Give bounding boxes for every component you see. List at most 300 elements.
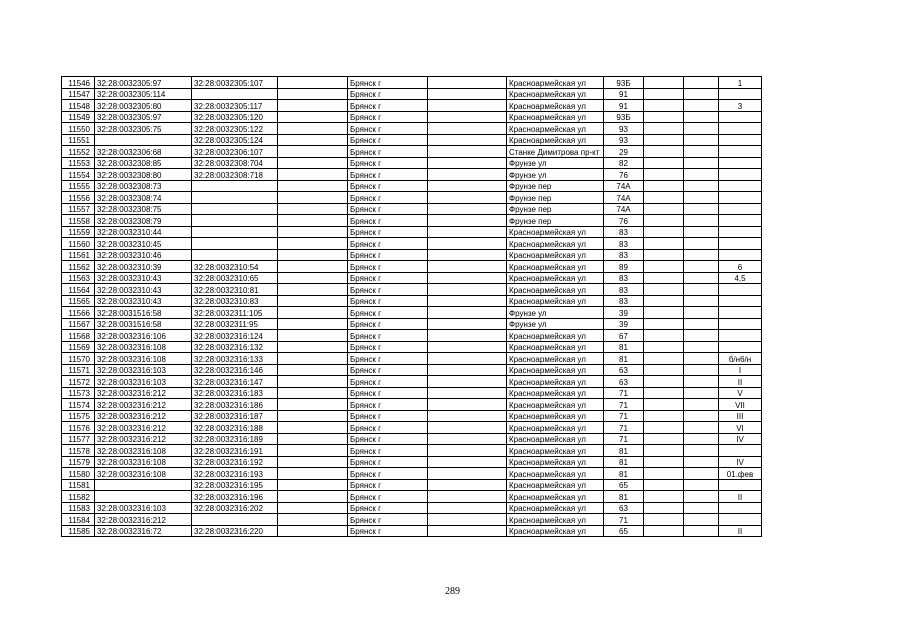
empty-col-3-cell (644, 514, 684, 526)
empty-col-2-cell (428, 146, 507, 158)
empty-col-2-cell (428, 456, 507, 468)
empty-col-1-cell (278, 422, 348, 434)
row-number-cell: 11572 (62, 376, 95, 388)
empty-col-1-cell (278, 169, 348, 181)
empty-col-4-cell (684, 192, 719, 204)
cadastral-number-cell: 32:28:0032310:45 (95, 238, 192, 250)
table-row (62, 456, 762, 468)
empty-col-3-cell (644, 330, 684, 342)
row-number-cell: 11561 (62, 249, 95, 261)
empty-col-4-cell (684, 491, 719, 503)
empty-col-1-cell (278, 272, 348, 284)
row-number-cell: 11569 (62, 341, 95, 353)
street-cell: Красноармейская ул (507, 445, 604, 457)
empty-col-2-cell (428, 399, 507, 411)
object-cadastral-number-cell: 32:28:0032305:124 (192, 134, 278, 146)
empty-col-2-cell (428, 376, 507, 388)
flat-number-cell: 3 (719, 100, 762, 112)
empty-col-4-cell (684, 238, 719, 250)
cadastral-number-cell: 32:28:0032316:108 (95, 456, 192, 468)
cadastral-number-cell: 32:28:0032316:212 (95, 410, 192, 422)
empty-col-1-cell (278, 376, 348, 388)
object-cadastral-number-cell: 32:28:0032316:220 (192, 525, 278, 537)
flat-number-cell (719, 284, 762, 296)
empty-col-1-cell (278, 238, 348, 250)
house-number-cell: 83 (604, 249, 644, 261)
street-cell: Красноармейская ул (507, 364, 604, 376)
house-number-cell: 63 (604, 364, 644, 376)
empty-col-4-cell (684, 525, 719, 537)
table-row (62, 318, 762, 330)
object-cadastral-number-cell: 32:28:0032308:718 (192, 169, 278, 181)
flat-number-cell (719, 249, 762, 261)
empty-col-2-cell (428, 410, 507, 422)
cadastral-number-cell: 32:28:0032310:39 (95, 261, 192, 273)
empty-col-1-cell (278, 468, 348, 480)
flat-number-cell: I (719, 364, 762, 376)
street-cell: Красноармейская ул (507, 272, 604, 284)
empty-col-3-cell (644, 307, 684, 319)
house-number-cell: 81 (604, 341, 644, 353)
flat-number-cell (719, 146, 762, 158)
table-row (62, 203, 762, 215)
flat-number-cell: V (719, 387, 762, 399)
row-number-cell: 11558 (62, 215, 95, 227)
object-cadastral-number-cell: 32:28:0032316:202 (192, 502, 278, 514)
empty-col-1-cell (278, 502, 348, 514)
street-cell: Станке Димитрова пр-кт (507, 146, 604, 158)
row-number-cell: 11580 (62, 468, 95, 480)
empty-col-3-cell (644, 134, 684, 146)
flat-number-cell (719, 169, 762, 181)
street-cell: Красноармейская ул (507, 353, 604, 365)
row-number-cell: 11578 (62, 445, 95, 457)
empty-col-1-cell (278, 146, 348, 158)
flat-number-cell (719, 134, 762, 146)
empty-col-3-cell (644, 226, 684, 238)
flat-number-cell (719, 215, 762, 227)
row-number-cell: 11570 (62, 353, 95, 365)
empty-col-4-cell (684, 261, 719, 273)
empty-col-2-cell (428, 180, 507, 192)
flat-number-cell: 4,5 (719, 272, 762, 284)
table-row (62, 410, 762, 422)
flat-number-cell (719, 157, 762, 169)
city-cell: Брянск г (348, 284, 428, 296)
flat-number-cell: II (719, 376, 762, 388)
object-cadastral-number-cell: 32:28:0032310:81 (192, 284, 278, 296)
cadastral-number-cell: 32:28:0032316:212 (95, 514, 192, 526)
empty-col-2-cell (428, 479, 507, 491)
table-row (62, 502, 762, 514)
empty-col-4-cell (684, 77, 719, 89)
city-cell: Брянск г (348, 295, 428, 307)
flat-number-cell (719, 307, 762, 319)
empty-col-1-cell (278, 295, 348, 307)
street-cell: Красноармейская ул (507, 491, 604, 503)
object-cadastral-number-cell (192, 514, 278, 526)
empty-col-1-cell (278, 479, 348, 491)
row-number-cell: 11574 (62, 399, 95, 411)
cadastral-number-cell: 32:28:0032316:212 (95, 433, 192, 445)
house-number-cell: 71 (604, 433, 644, 445)
row-number-cell: 11577 (62, 433, 95, 445)
page-number: 289 (445, 586, 460, 597)
flat-number-cell: IV (719, 433, 762, 445)
row-number-cell: 11557 (62, 203, 95, 215)
empty-col-4-cell (684, 134, 719, 146)
table-row (62, 77, 762, 89)
house-number-cell: 76 (604, 215, 644, 227)
empty-col-3-cell (644, 479, 684, 491)
empty-col-1-cell (278, 341, 348, 353)
empty-col-1-cell (278, 77, 348, 89)
table-row (62, 514, 762, 526)
street-cell: Красноармейская ул (507, 249, 604, 261)
flat-number-cell (719, 318, 762, 330)
house-number-cell: 71 (604, 387, 644, 399)
object-cadastral-number-cell: 32:28:0032311:95 (192, 318, 278, 330)
empty-col-3-cell (644, 399, 684, 411)
table-row (62, 272, 762, 284)
empty-col-3-cell (644, 203, 684, 215)
street-cell: Красноармейская ул (507, 284, 604, 296)
empty-col-4-cell (684, 387, 719, 399)
flat-number-cell: 01.фев (719, 468, 762, 480)
city-cell: Брянск г (348, 468, 428, 480)
empty-col-3-cell (644, 215, 684, 227)
flat-number-cell (719, 203, 762, 215)
object-cadastral-number-cell (192, 203, 278, 215)
empty-col-3-cell (644, 445, 684, 457)
city-cell: Брянск г (348, 77, 428, 89)
table-row (62, 433, 762, 445)
empty-col-2-cell (428, 261, 507, 273)
house-number-cell: 63 (604, 502, 644, 514)
empty-col-3-cell (644, 525, 684, 537)
empty-col-3-cell (644, 318, 684, 330)
object-cadastral-number-cell: 32:28:0032305:120 (192, 111, 278, 123)
city-cell: Брянск г (348, 180, 428, 192)
object-cadastral-number-cell: 32:28:0032305:117 (192, 100, 278, 112)
cadastral-number-cell: 32:28:0032305:75 (95, 123, 192, 135)
empty-col-1-cell (278, 249, 348, 261)
flat-number-cell: 6 (719, 261, 762, 273)
cadastral-number-cell: 32:28:0032308:85 (95, 157, 192, 169)
empty-col-3-cell (644, 88, 684, 100)
object-cadastral-number-cell: 32:28:0032305:107 (192, 77, 278, 89)
empty-col-4-cell (684, 215, 719, 227)
street-cell: Красноармейская ул (507, 410, 604, 422)
street-cell: Красноармейская ул (507, 399, 604, 411)
row-number-cell: 11556 (62, 192, 95, 204)
row-number-cell: 11579 (62, 456, 95, 468)
row-number-cell: 11564 (62, 284, 95, 296)
city-cell: Брянск г (348, 123, 428, 135)
table-row (62, 146, 762, 158)
cadastral-number-cell: 32:28:0032308:73 (95, 180, 192, 192)
cadastral-number-cell: 32:28:0031516:58 (95, 307, 192, 319)
house-number-cell: 71 (604, 514, 644, 526)
street-cell: Фрунзе ул (507, 169, 604, 181)
row-number-cell: 11565 (62, 295, 95, 307)
table-row (62, 226, 762, 238)
house-number-cell: 81 (604, 353, 644, 365)
city-cell: Брянск г (348, 100, 428, 112)
empty-col-4-cell (684, 399, 719, 411)
city-cell: Брянск г (348, 169, 428, 181)
city-cell: Брянск г (348, 318, 428, 330)
row-number-cell: 11560 (62, 238, 95, 250)
object-cadastral-number-cell: 32:28:0032310:65 (192, 272, 278, 284)
cadastral-number-cell: 32:28:0032308:80 (95, 169, 192, 181)
empty-col-4-cell (684, 514, 719, 526)
house-number-cell: 71 (604, 410, 644, 422)
row-number-cell: 11585 (62, 525, 95, 537)
house-number-cell: 93 (604, 123, 644, 135)
cadastral-number-cell: 32:28:0032308:74 (95, 192, 192, 204)
city-cell: Брянск г (348, 433, 428, 445)
table-row (62, 399, 762, 411)
row-number-cell: 11582 (62, 491, 95, 503)
empty-col-4-cell (684, 468, 719, 480)
cadastral-number-cell: 32:28:0032310:46 (95, 249, 192, 261)
table-row (62, 387, 762, 399)
street-cell: Красноармейская ул (507, 387, 604, 399)
city-cell: Брянск г (348, 88, 428, 100)
city-cell: Брянск г (348, 238, 428, 250)
empty-col-1-cell (278, 203, 348, 215)
empty-col-3-cell (644, 77, 684, 89)
street-cell: Красноармейская ул (507, 295, 604, 307)
house-number-cell: 83 (604, 272, 644, 284)
table-row (62, 238, 762, 250)
cadastral-number-cell: 32:28:0032316:106 (95, 330, 192, 342)
empty-col-2-cell (428, 226, 507, 238)
table-row (62, 353, 762, 365)
cadastral-number-cell: 32:28:0032316:72 (95, 525, 192, 537)
street-cell: Красноармейская ул (507, 77, 604, 89)
empty-col-1-cell (278, 88, 348, 100)
flat-number-cell (719, 192, 762, 204)
empty-col-3-cell (644, 364, 684, 376)
empty-col-3-cell (644, 284, 684, 296)
empty-col-3-cell (644, 157, 684, 169)
empty-col-2-cell (428, 192, 507, 204)
house-number-cell: 89 (604, 261, 644, 273)
city-cell: Брянск г (348, 134, 428, 146)
cadastral-number-cell: 32:28:0032308:75 (95, 203, 192, 215)
row-number-cell: 11573 (62, 387, 95, 399)
flat-number-cell (719, 445, 762, 457)
street-cell: Красноармейская ул (507, 376, 604, 388)
object-cadastral-number-cell (192, 180, 278, 192)
object-cadastral-number-cell: 32:28:0032316:124 (192, 330, 278, 342)
house-number-cell: 83 (604, 226, 644, 238)
table-row (62, 134, 762, 146)
city-cell: Брянск г (348, 456, 428, 468)
house-number-cell: 83 (604, 295, 644, 307)
city-cell: Брянск г (348, 226, 428, 238)
house-number-cell: 81 (604, 468, 644, 480)
empty-col-4-cell (684, 157, 719, 169)
empty-col-3-cell (644, 169, 684, 181)
empty-col-3-cell (644, 433, 684, 445)
flat-number-cell: 1 (719, 77, 762, 89)
house-number-cell: 82 (604, 157, 644, 169)
city-cell: Брянск г (348, 215, 428, 227)
house-number-cell: 74А (604, 192, 644, 204)
flat-number-cell (719, 341, 762, 353)
house-number-cell: 93Б (604, 111, 644, 123)
house-number-cell: 93 (604, 134, 644, 146)
empty-col-3-cell (644, 422, 684, 434)
object-cadastral-number-cell: 32:28:0032308:704 (192, 157, 278, 169)
cadastral-number-cell: 32:28:0032310:44 (95, 226, 192, 238)
cadastral-number-cell: 32:28:0032316:108 (95, 353, 192, 365)
city-cell: Брянск г (348, 479, 428, 491)
city-cell: Брянск г (348, 364, 428, 376)
cadastral-number-cell (95, 479, 192, 491)
street-cell: Фрунзе ул (507, 307, 604, 319)
empty-col-2-cell (428, 169, 507, 181)
empty-col-1-cell (278, 134, 348, 146)
flat-number-cell (719, 180, 762, 192)
street-cell: Красноармейская ул (507, 226, 604, 238)
table-row (62, 468, 762, 480)
street-cell: Красноармейская ул (507, 422, 604, 434)
empty-col-4-cell (684, 111, 719, 123)
empty-col-2-cell (428, 249, 507, 261)
empty-col-4-cell (684, 376, 719, 388)
row-number-cell: 11563 (62, 272, 95, 284)
empty-col-1-cell (278, 387, 348, 399)
empty-col-2-cell (428, 318, 507, 330)
flat-number-cell (719, 295, 762, 307)
street-cell: Фрунзе ул (507, 318, 604, 330)
empty-col-3-cell (644, 491, 684, 503)
empty-col-2-cell (428, 203, 507, 215)
row-number-cell: 11559 (62, 226, 95, 238)
house-number-cell: 74А (604, 180, 644, 192)
empty-col-3-cell (644, 410, 684, 422)
object-cadastral-number-cell (192, 238, 278, 250)
empty-col-4-cell (684, 364, 719, 376)
table-row (62, 295, 762, 307)
city-cell: Брянск г (348, 491, 428, 503)
table-row (62, 479, 762, 491)
flat-number-cell: II (719, 491, 762, 503)
empty-col-1-cell (278, 445, 348, 457)
row-number-cell: 11550 (62, 123, 95, 135)
empty-col-2-cell (428, 364, 507, 376)
city-cell: Брянск г (348, 111, 428, 123)
empty-col-2-cell (428, 502, 507, 514)
city-cell: Брянск г (348, 272, 428, 284)
empty-col-2-cell (428, 123, 507, 135)
city-cell: Брянск г (348, 249, 428, 261)
empty-col-4-cell (684, 341, 719, 353)
city-cell: Брянск г (348, 445, 428, 457)
empty-col-2-cell (428, 445, 507, 457)
empty-col-2-cell (428, 514, 507, 526)
row-number-cell: 11566 (62, 307, 95, 319)
cadastral-number-cell: 32:28:0032305:97 (95, 77, 192, 89)
house-number-cell: 71 (604, 399, 644, 411)
empty-col-2-cell (428, 134, 507, 146)
empty-col-1-cell (278, 261, 348, 273)
empty-col-3-cell (644, 261, 684, 273)
empty-col-4-cell (684, 479, 719, 491)
table-row (62, 157, 762, 169)
city-cell: Брянск г (348, 376, 428, 388)
empty-col-3-cell (644, 100, 684, 112)
city-cell: Брянск г (348, 353, 428, 365)
row-number-cell: 11575 (62, 410, 95, 422)
flat-number-cell: VII (719, 399, 762, 411)
empty-col-1-cell (278, 307, 348, 319)
cadastral-number-cell: 32:28:0032308:79 (95, 215, 192, 227)
object-cadastral-number-cell (192, 215, 278, 227)
empty-col-4-cell (684, 318, 719, 330)
empty-col-4-cell (684, 422, 719, 434)
house-number-cell: 81 (604, 445, 644, 457)
empty-col-2-cell (428, 491, 507, 503)
table-row (62, 422, 762, 434)
street-cell: Красноармейская ул (507, 330, 604, 342)
empty-col-4-cell (684, 445, 719, 457)
empty-col-1-cell (278, 525, 348, 537)
row-number-cell: 11547 (62, 88, 95, 100)
empty-col-3-cell (644, 192, 684, 204)
empty-col-3-cell (644, 456, 684, 468)
house-number-cell: 74А (604, 203, 644, 215)
empty-col-2-cell (428, 77, 507, 89)
street-cell: Красноармейская ул (507, 261, 604, 273)
object-cadastral-number-cell: 32:28:0032316:183 (192, 387, 278, 399)
city-cell: Брянск г (348, 399, 428, 411)
empty-col-1-cell (278, 215, 348, 227)
table-row (62, 364, 762, 376)
cadastral-number-cell: 32:28:0032316:212 (95, 422, 192, 434)
empty-col-4-cell (684, 456, 719, 468)
object-cadastral-number-cell: 32:28:0032316:192 (192, 456, 278, 468)
cadastral-number-cell: 32:28:0032316:103 (95, 502, 192, 514)
row-number-cell: 11571 (62, 364, 95, 376)
house-number-cell: 81 (604, 456, 644, 468)
object-cadastral-number-cell: 32:28:0032306:107 (192, 146, 278, 158)
table-row (62, 123, 762, 135)
empty-col-3-cell (644, 341, 684, 353)
object-cadastral-number-cell: 32:28:0032316:147 (192, 376, 278, 388)
register-table (61, 76, 762, 537)
empty-col-4-cell (684, 203, 719, 215)
cadastral-number-cell: 32:28:0032310:43 (95, 284, 192, 296)
cadastral-number-cell: 32:28:0032310:43 (95, 295, 192, 307)
empty-col-4-cell (684, 330, 719, 342)
table-row (62, 341, 762, 353)
table-row (62, 88, 762, 100)
table-row (62, 215, 762, 227)
house-number-cell: 76 (604, 169, 644, 181)
street-cell: Фрунзе пер (507, 180, 604, 192)
empty-col-4-cell (684, 502, 719, 514)
object-cadastral-number-cell: 32:28:0032316:188 (192, 422, 278, 434)
empty-col-4-cell (684, 433, 719, 445)
table-row (62, 445, 762, 457)
cadastral-number-cell: 32:28:0031516:58 (95, 318, 192, 330)
table-row (62, 169, 762, 181)
